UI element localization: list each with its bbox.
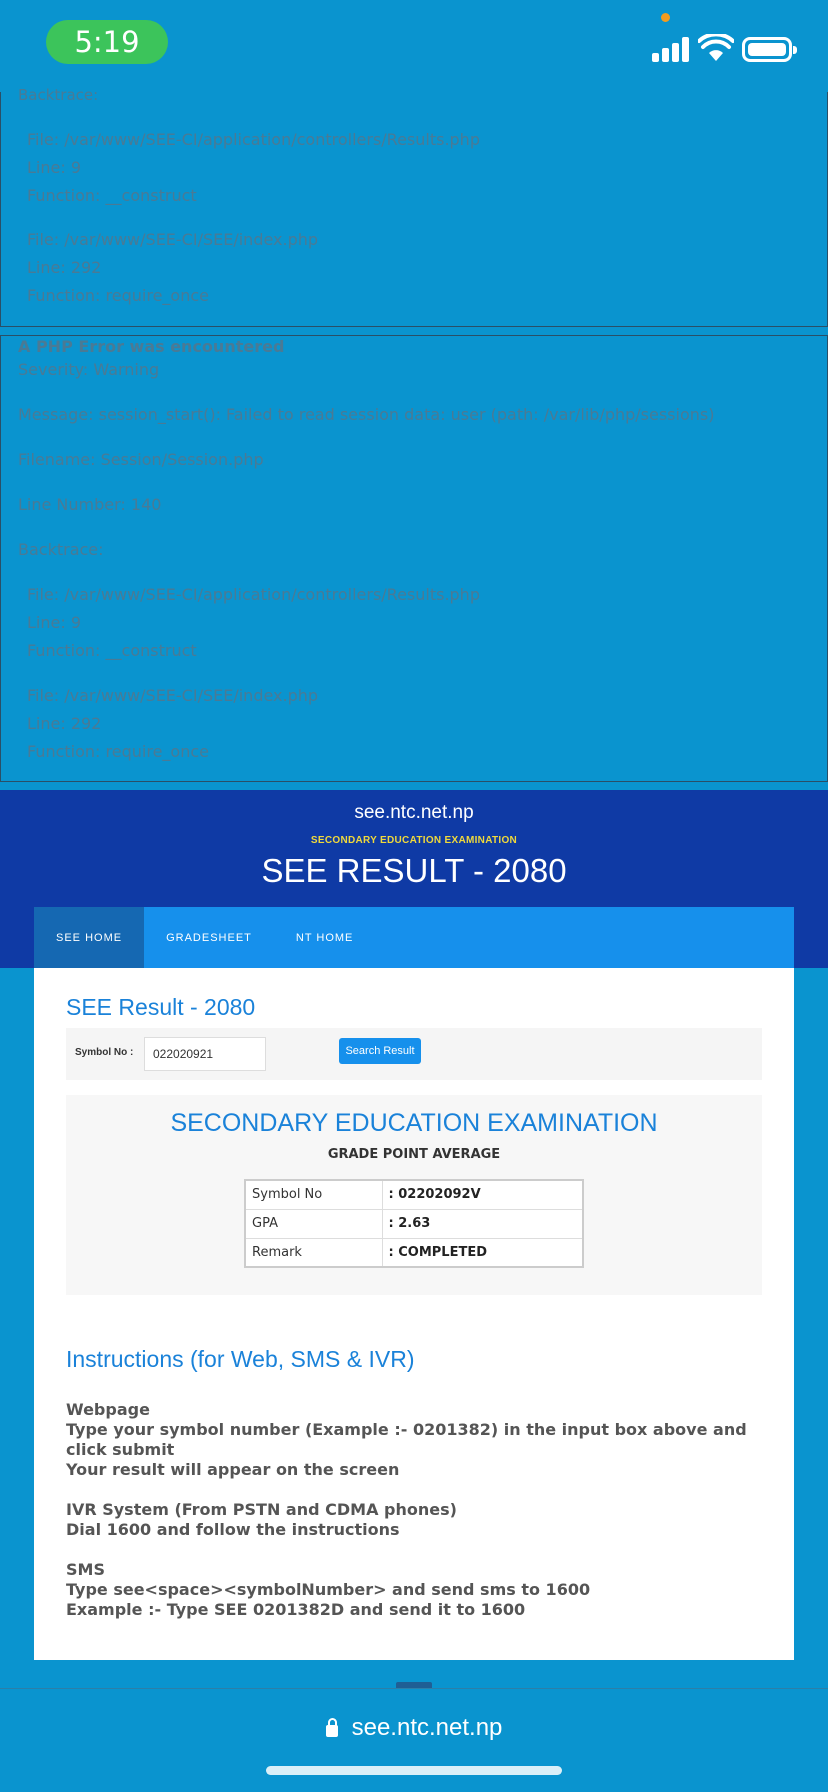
result-table <box>244 1179 584 1268</box>
browser-url-bar[interactable] <box>0 1700 828 1756</box>
symbol-no-label: Symbol No : <box>75 1047 134 1058</box>
error-message: Message: session_start(): Failed to read session data: user (path: /var/lib/php/sessions) <box>18 405 715 424</box>
table-row <box>245 1209 583 1238</box>
backtrace-line: Line: 292 <box>27 258 102 277</box>
backtrace-function: Function: require_once <box>27 742 209 761</box>
error-severity: Severity: Warning <box>18 360 160 379</box>
status-time: 5:19 <box>46 20 168 64</box>
backtrace-line: Line: 9 <box>27 613 81 632</box>
backtrace-line: Line: 292 <box>27 714 102 733</box>
privacy-indicator-dot <box>661 13 670 22</box>
result-value: : 02202092V <box>382 1180 583 1209</box>
site-subtitle: SECONDARY EDUCATION EXAMINATION <box>310 835 518 846</box>
instr-sms-line2: Example :- Type SEE 0201382D and send it to 1600 <box>66 1600 526 1619</box>
site-host: see.ntc.net.np <box>354 802 474 823</box>
status-bar <box>0 0 828 92</box>
table-row <box>245 1180 583 1209</box>
instr-ivr-line1: Dial 1600 and follow the instructions <box>66 1520 400 1539</box>
nav-nt-home[interactable]: NT HOME <box>295 931 354 944</box>
error-line-number: Line Number: 140 <box>18 495 162 514</box>
result-subtitle: GRADE POINT AVERAGE <box>327 1147 501 1162</box>
php-error-block <box>0 335 828 782</box>
nav-gradesheet[interactable]: GRADESHEET <box>166 931 252 944</box>
result-key: Symbol No <box>245 1180 382 1209</box>
backtrace-label: Backtrace: <box>18 86 99 104</box>
php-error-block <box>0 86 828 327</box>
home-indicator[interactable] <box>266 1766 562 1775</box>
instr-sms-heading: SMS <box>66 1560 105 1579</box>
main-panel <box>34 968 794 1660</box>
backtrace-label: Backtrace: <box>18 540 104 559</box>
symbol-no-input[interactable] <box>144 1037 266 1071</box>
search-form <box>66 1028 762 1080</box>
url-text: see.ntc.net.np <box>351 1714 503 1741</box>
backtrace-function: Function: require_once <box>27 286 209 305</box>
site-title: SEE RESULT - 2080 <box>261 852 567 889</box>
result-key: Remark <box>245 1238 382 1267</box>
table-row <box>245 1238 583 1267</box>
backtrace-file: File: /var/www/SEE-CI/SEE/index.php <box>27 230 319 249</box>
result-value: : COMPLETED <box>382 1238 583 1267</box>
main-nav <box>34 907 794 968</box>
wifi-icon <box>698 34 734 62</box>
instr-webpage-line2: Your result will appear on the screen <box>66 1460 400 1479</box>
lock-icon <box>326 1725 338 1737</box>
instr-sms-line1: Type see<space><symbolNumber> and send sms to 1600 <box>66 1580 591 1599</box>
toolbar-divider <box>0 1688 828 1689</box>
backtrace-function: Function: __construct <box>27 641 197 660</box>
backtrace-line: Line: 9 <box>27 158 81 177</box>
result-value: : 2.63 <box>382 1209 583 1238</box>
instr-webpage-line1: Type your symbol number (Example :- 0201382) in the input box above and click submit <box>66 1420 747 1459</box>
cellular-signal-icon <box>652 36 692 62</box>
result-title: SECONDARY EDUCATION EXAMINATION <box>170 1109 658 1137</box>
backtrace-file: File: /var/www/SEE-CI/SEE/index.php <box>27 686 319 705</box>
search-result-button[interactable]: Search Result <box>339 1038 421 1064</box>
backtrace-file: File: /var/www/SEE-CI/application/controllers/Results.php <box>27 585 480 604</box>
result-card <box>66 1095 762 1295</box>
battery-icon <box>742 37 792 62</box>
nav-see-home[interactable]: SEE HOME <box>34 907 144 968</box>
backtrace-file: File: /var/www/SEE-CI/application/controllers/Results.php <box>27 130 480 149</box>
error-heading: A PHP Error was encountered <box>18 337 285 356</box>
backtrace-function: Function: __construct <box>27 186 197 205</box>
result-key: GPA <box>245 1209 382 1238</box>
instr-ivr-heading: IVR System (From PSTN and CDMA phones) <box>66 1500 457 1519</box>
instr-webpage-heading: Webpage <box>66 1400 150 1419</box>
instructions-title: Instructions (for Web, SMS & IVR) <box>66 1346 415 1372</box>
page-title: SEE Result - 2080 <box>66 994 256 1020</box>
error-filename: Filename: Session/Session.php <box>18 450 264 469</box>
